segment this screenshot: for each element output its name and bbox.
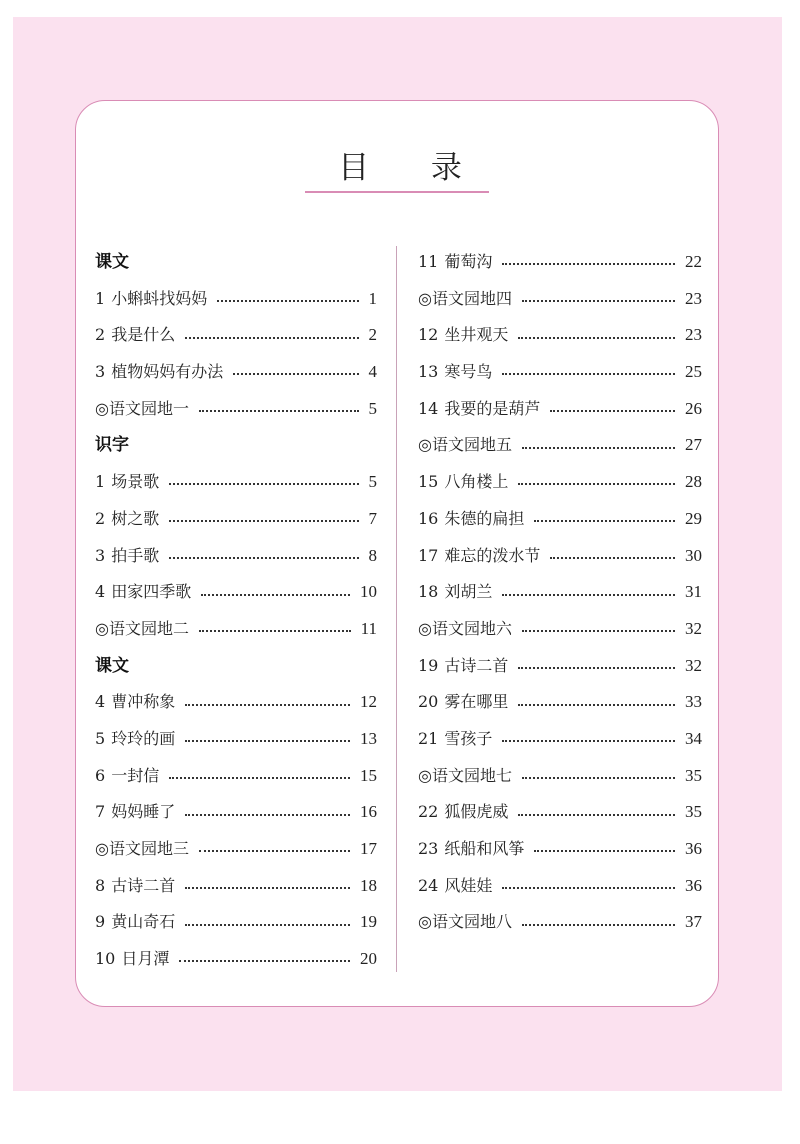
toc-entry-number: 10 <box>95 949 116 969</box>
section-heading-text: 课文 <box>95 252 129 272</box>
toc-entry-title: 纸船和风筝 <box>444 839 525 858</box>
toc-entry-page: 11 <box>360 618 377 638</box>
toc-entry-page: 36 <box>685 875 702 895</box>
toc-entry-number: 16 <box>418 508 439 528</box>
toc-entry-number: 14 <box>418 398 439 418</box>
page-title: 目 录 <box>338 150 488 186</box>
dot-leader <box>201 594 350 596</box>
toc-entry[interactable] <box>418 831 702 868</box>
toc-entry-title: 坐井观天 <box>444 325 509 345</box>
toc-entry[interactable] <box>95 794 377 831</box>
toc-entry-title: ◎语文园地五 <box>418 435 512 455</box>
toc-entry-title: 曹冲称象 <box>111 692 176 712</box>
toc-entry-title: 拍手歌 <box>111 545 160 565</box>
toc-entry-page: 23 <box>685 325 702 345</box>
toc-entry-label <box>418 684 508 721</box>
toc-entry-title: 古诗二首 <box>444 655 509 675</box>
toc-entry-label <box>95 721 175 758</box>
toc-entry-page: 16 <box>360 802 377 822</box>
toc-entry[interactable] <box>418 281 702 318</box>
section-heading <box>95 648 377 685</box>
toc-entry-label <box>418 721 492 758</box>
toc-entry-number: 6 <box>95 765 106 785</box>
dot-leader <box>550 410 675 412</box>
toc-entry-number: 8 <box>95 875 106 895</box>
dot-leader <box>217 300 358 302</box>
toc-entry[interactable] <box>95 317 377 354</box>
toc-entry-page: 18 <box>360 875 377 895</box>
toc-entry-page: 33 <box>685 692 702 712</box>
dot-leader <box>185 887 350 889</box>
dot-leader <box>185 704 350 706</box>
toc-entry-page: 26 <box>685 398 702 418</box>
toc-entry[interactable] <box>418 868 702 905</box>
toc-entry-title: 朱德的扁担 <box>444 508 525 528</box>
toc-entry[interactable] <box>418 354 702 391</box>
toc-entry[interactable] <box>418 501 702 538</box>
toc-entry-label <box>418 648 508 685</box>
toc-entry-label <box>418 794 508 831</box>
toc-entry[interactable] <box>95 721 377 758</box>
toc-entry-label <box>95 794 175 831</box>
toc-entry-page: 37 <box>685 912 702 932</box>
toc-entry-page: 34 <box>685 728 702 748</box>
toc-entry-number: 5 <box>95 728 106 748</box>
toc-entry-page: 2 <box>368 325 377 345</box>
toc-entry[interactable] <box>95 868 377 905</box>
toc-entry-label <box>418 391 540 428</box>
toc-entry-title: 狐假虎威 <box>444 802 509 822</box>
dot-leader <box>185 924 350 926</box>
toc-entry-title: 葡萄沟 <box>444 252 493 271</box>
title-underline <box>305 191 489 193</box>
toc-left-column <box>95 244 377 978</box>
toc-entry-title: 场景歌 <box>111 472 160 492</box>
dot-leader <box>518 704 675 706</box>
toc-entry-label <box>95 464 159 501</box>
toc-entry[interactable] <box>418 464 702 501</box>
dot-leader <box>185 740 350 742</box>
toc-entry-label <box>95 904 175 941</box>
toc-entry[interactable] <box>418 758 702 795</box>
toc-entry-title: ◎语文园地七 <box>418 765 512 785</box>
toc-entry-label <box>418 354 492 391</box>
dot-leader <box>522 300 675 302</box>
toc-entry[interactable] <box>95 281 377 318</box>
toc-entry[interactable] <box>418 904 702 941</box>
toc-entry-label <box>418 427 512 464</box>
toc-entry-page: 13 <box>360 728 377 748</box>
dot-leader <box>169 777 350 779</box>
toc-entry-title: ◎语文园地一 <box>95 398 189 418</box>
toc-entry-number: 17 <box>418 545 439 565</box>
toc-right-column <box>418 244 702 941</box>
toc-entry-label <box>418 501 524 538</box>
toc-entry-page: 12 <box>360 692 377 712</box>
toc-entry[interactable] <box>418 244 702 281</box>
toc-entry[interactable] <box>95 464 377 501</box>
toc-entry-page: 7 <box>368 508 377 528</box>
toc-entry-label <box>95 538 159 575</box>
toc-entry-number: 15 <box>418 472 439 492</box>
dot-leader <box>502 887 675 889</box>
dot-leader <box>522 777 675 779</box>
toc-entry-title: 田家四季歌 <box>111 582 192 602</box>
toc-entry-label <box>95 941 169 978</box>
toc-entry-title: 雪孩子 <box>444 728 493 748</box>
toc-entry-number: 7 <box>95 802 106 822</box>
toc-entry-number: 24 <box>418 875 439 895</box>
toc-entry[interactable] <box>95 941 377 978</box>
toc-entry-page: 17 <box>360 839 377 858</box>
toc-entry-page: 15 <box>360 765 377 785</box>
toc-entry[interactable] <box>418 317 702 354</box>
dot-leader <box>518 483 675 485</box>
toc-entry-page: 10 <box>360 582 377 602</box>
toc-entry-page: 27 <box>685 435 702 455</box>
dot-leader <box>522 447 675 449</box>
toc-entry-page: 31 <box>685 582 702 602</box>
toc-entry-number: 2 <box>95 325 106 345</box>
toc-entry-title: 玲玲的画 <box>111 728 176 748</box>
toc-entry-title: ◎语文园地四 <box>418 288 512 308</box>
toc-entry-title: 刘胡兰 <box>444 582 493 602</box>
dot-leader <box>522 924 675 926</box>
toc-entry-title: ◎语文园地六 <box>418 618 512 638</box>
toc-entry[interactable] <box>95 831 377 868</box>
toc-entry-page: 1 <box>368 288 377 308</box>
toc-entry-label <box>95 501 159 538</box>
toc-entry[interactable] <box>95 684 377 721</box>
toc-entry-page: 5 <box>368 472 377 492</box>
toc-entry-label <box>418 244 492 281</box>
toc-entry-title: 植物妈妈有办法 <box>111 362 224 382</box>
toc-entry-label <box>418 758 512 795</box>
toc-entry-number: 13 <box>418 362 439 382</box>
toc-entry[interactable] <box>418 794 702 831</box>
toc-entry-label <box>95 831 189 868</box>
toc-entry-number: 1 <box>95 288 106 308</box>
toc-entry-title: ◎语文园地二 <box>95 618 189 638</box>
toc-entry-number: 1 <box>95 472 106 492</box>
toc-entry-number: 18 <box>418 582 439 602</box>
toc-entry-number: 3 <box>95 545 106 565</box>
toc-entry[interactable] <box>95 574 377 611</box>
dot-leader <box>169 520 358 522</box>
toc-entry-number: 11 <box>418 252 439 271</box>
dot-leader <box>185 814 350 816</box>
toc-entry-label <box>95 758 159 795</box>
toc-entry[interactable] <box>418 721 702 758</box>
toc-entry[interactable] <box>418 611 702 648</box>
toc-entry-title: 我要的是葫芦 <box>444 398 541 418</box>
toc-entry-number: 23 <box>418 839 439 858</box>
toc-entry-title: 难忘的泼水节 <box>444 545 541 565</box>
dot-leader <box>518 667 675 669</box>
toc-entry-label <box>95 354 223 391</box>
toc-entry-label <box>418 868 492 905</box>
dot-leader <box>233 373 358 375</box>
dot-leader <box>550 557 675 559</box>
toc-entry-page: 5 <box>368 398 377 418</box>
toc-entry-page: 4 <box>368 362 377 382</box>
toc-entry-label <box>418 611 512 648</box>
toc-entry-title: 一封信 <box>111 765 160 785</box>
toc-entry[interactable] <box>95 354 377 391</box>
toc-entry-number: 3 <box>95 362 106 382</box>
toc-entry-label <box>418 574 492 611</box>
toc-entry-label <box>418 464 508 501</box>
toc-entry-page: 35 <box>685 802 702 822</box>
dot-leader <box>185 337 358 339</box>
toc-entry-page: 32 <box>685 618 702 638</box>
toc-entry-number: 19 <box>418 655 439 675</box>
toc-entry-label <box>95 391 189 428</box>
dot-leader <box>502 373 675 375</box>
dot-leader <box>534 850 675 852</box>
dot-leader <box>199 410 359 412</box>
toc-entry-number: 2 <box>95 508 106 528</box>
section-heading <box>95 427 377 464</box>
section-heading-text: 识字 <box>95 435 129 456</box>
toc-entry-title: 黄山奇石 <box>111 912 176 932</box>
toc-entry-number: 4 <box>95 582 106 602</box>
column-divider <box>396 246 397 972</box>
toc-entry-number: 21 <box>418 728 439 748</box>
toc-entry-title: 树之歌 <box>111 508 160 528</box>
dot-leader <box>502 263 675 265</box>
dot-leader <box>518 814 675 816</box>
dot-leader <box>169 483 358 485</box>
toc-entry-title: 日月潭 <box>121 949 170 969</box>
toc-entry-title: 风娃娃 <box>444 875 493 895</box>
section-heading-text: 课文 <box>95 655 129 676</box>
toc-entry-label <box>95 281 207 318</box>
dot-leader <box>502 594 675 596</box>
toc-entry-label <box>95 684 175 721</box>
toc-entry-label <box>418 281 512 318</box>
toc-entry-page: 29 <box>685 508 702 528</box>
toc-entry[interactable] <box>95 538 377 575</box>
toc-entry[interactable] <box>95 501 377 538</box>
toc-entry-title: ◎语文园地八 <box>418 912 512 932</box>
toc-entry-page: 20 <box>360 949 377 969</box>
toc-entry[interactable] <box>95 904 377 941</box>
toc-entry-page: 22 <box>685 252 702 271</box>
toc-entry-title: 妈妈睡了 <box>111 802 176 822</box>
toc-entry-title: 雾在哪里 <box>444 692 509 712</box>
toc-entry-page: 36 <box>685 839 702 858</box>
toc-entry-page: 25 <box>685 362 702 382</box>
dot-leader <box>199 850 350 852</box>
toc-entry[interactable] <box>418 648 702 685</box>
toc-entry-page: 30 <box>685 545 702 565</box>
toc-entry-number: 4 <box>95 692 106 712</box>
toc-entry[interactable] <box>418 427 702 464</box>
toc-entry[interactable] <box>95 391 377 428</box>
dot-leader <box>518 337 675 339</box>
dot-leader <box>522 630 675 632</box>
toc-entry[interactable] <box>418 391 702 428</box>
toc-entry-title: 寒号鸟 <box>444 362 493 382</box>
toc-entry-label <box>95 574 191 611</box>
toc-entry[interactable] <box>418 684 702 721</box>
toc-entry-label <box>95 611 189 648</box>
toc-entry-page: 8 <box>368 545 377 565</box>
toc-entry-title: 我是什么 <box>111 325 176 345</box>
section-heading <box>95 244 377 281</box>
toc-entry-title: 古诗二首 <box>111 875 176 895</box>
toc-entry-label <box>95 868 175 905</box>
toc-entry-label <box>418 831 524 868</box>
dot-leader <box>534 520 675 522</box>
toc-entry-title: ◎语文园地三 <box>95 839 189 858</box>
toc-entry[interactable] <box>95 611 377 648</box>
dot-leader <box>199 630 351 632</box>
toc-entry-page: 19 <box>360 912 377 932</box>
toc-entry-label <box>418 538 540 575</box>
dot-leader <box>502 740 675 742</box>
toc-entry-number: 12 <box>418 325 439 345</box>
toc-entry-label <box>418 904 512 941</box>
toc-entry[interactable] <box>418 538 702 575</box>
toc-entry-title: 八角楼上 <box>444 472 509 492</box>
toc-entry-page: 32 <box>685 655 702 675</box>
dot-leader <box>169 557 358 559</box>
dot-leader <box>179 960 350 962</box>
toc-entry[interactable] <box>418 574 702 611</box>
toc-entry-number: 20 <box>418 692 439 712</box>
toc-entry-label <box>95 317 175 354</box>
toc-entry-page: 35 <box>685 765 702 785</box>
toc-entry-number: 9 <box>95 912 106 932</box>
toc-entry[interactable] <box>95 758 377 795</box>
toc-entry-page: 28 <box>685 472 702 492</box>
toc-entry-page: 23 <box>685 288 702 308</box>
toc-entry-title: 小蝌蚪找妈妈 <box>111 288 208 308</box>
toc-entry-number: 22 <box>418 802 439 822</box>
toc-entry-label <box>418 317 508 354</box>
